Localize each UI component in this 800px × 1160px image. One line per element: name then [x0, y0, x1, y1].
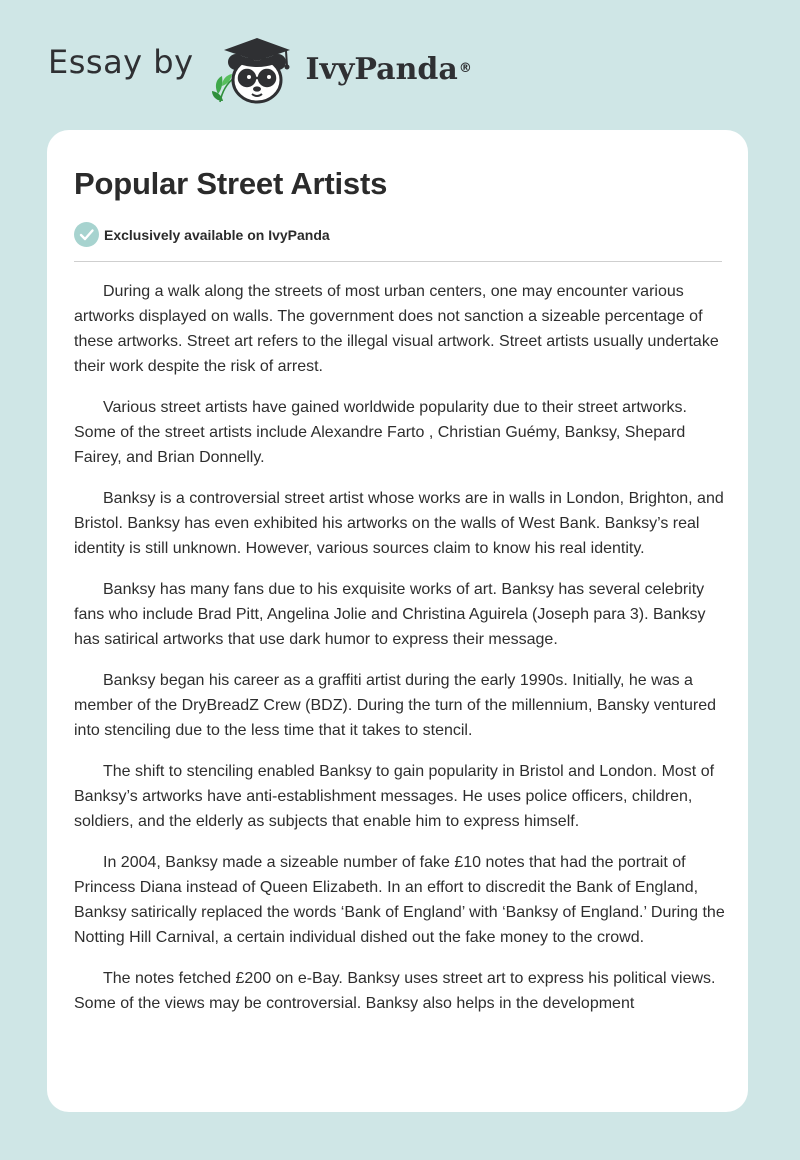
divider	[74, 261, 722, 262]
paragraph: Banksy began his career as a graffiti artist during the early 1990s. Initially, he was a member of the DryBreadZ Crew (BDZ). During the turn of the millennium, Bansky ventured into stenciling due to the less time that it takes to stencil.	[74, 672, 717, 739]
essay-card	[47, 130, 748, 1112]
brand-name: IvyPanda	[305, 51, 458, 87]
panda-graduate-icon	[208, 28, 302, 108]
paragraph: Banksy has many fans due to his exquisite works of art. Banksy has several celebrity fans who include Brad Pitt, Angelina Jolie and Christina Aguirela (Joseph para 3). Banksy has satirical artworks that use dark humor to express their message.	[74, 581, 706, 648]
page-title: Popular Street Artists	[74, 166, 388, 201]
paragraph: Banksy is a controversial street artist whose works are in walls in London, Brighton, and Bristol. Banksy has even exhibited his artworks on the walls of West Bank. Banksy’s real identity is still unknown. However, various sources claim to know his real identity.	[74, 490, 724, 557]
registered-mark: ®	[458, 60, 472, 76]
check-circle-icon	[74, 222, 99, 247]
paragraph: The shift to stenciling enabled Banksy to gain popularity in Bristol and London. Most of Banksy’s artworks have anti-establishment messages. He uses police officers, children, soldiers, and the elderly as subjects that enable him to express himself.	[74, 763, 715, 830]
exclusive-badge	[74, 222, 330, 247]
brand-prefix: Essay by	[48, 43, 194, 81]
exclusive-badge-text: Exclusively available on IvyPanda	[104, 226, 330, 243]
paragraph: During a walk along the streets of most urban centers, one may encounter various artworks displayed on walls. The government does not sanction a sizeable percentage of these artworks. Street art refers to the illegal visual artwork. Street artists usually undertake their work despite the risk of arrest.	[74, 283, 719, 375]
paragraph: The notes fetched £200 on e-Bay. Banksy uses street art to express his political views. Some of the views may be controversial. Banksy also helps in the development	[74, 970, 716, 1012]
essay-body	[74, 279, 725, 1032]
brand-header	[48, 28, 472, 108]
paragraph: Various street artists have gained worldwide popularity due to their street artworks. Some of the street artists include Alexandre Farto , Christian Guémy, Banksy, Shepard Fairey, and Brian Donnelly.	[74, 399, 687, 466]
ivy-leaf-icon	[212, 74, 234, 102]
paragraph: In 2004, Banksy made a sizeable number of fake £10 notes that had the portrait of Princess Diana instead of Queen Elizabeth. In an effort to discredit the Bank of England, Banksy satirically replaced the words ‘Bank of England’ with ‘Banksy of England.’ During the Notting Hill Carnival, a certain individual dished out the fake money to the crowd.	[74, 854, 725, 946]
ivypanda-logo-link[interactable]	[208, 28, 472, 108]
